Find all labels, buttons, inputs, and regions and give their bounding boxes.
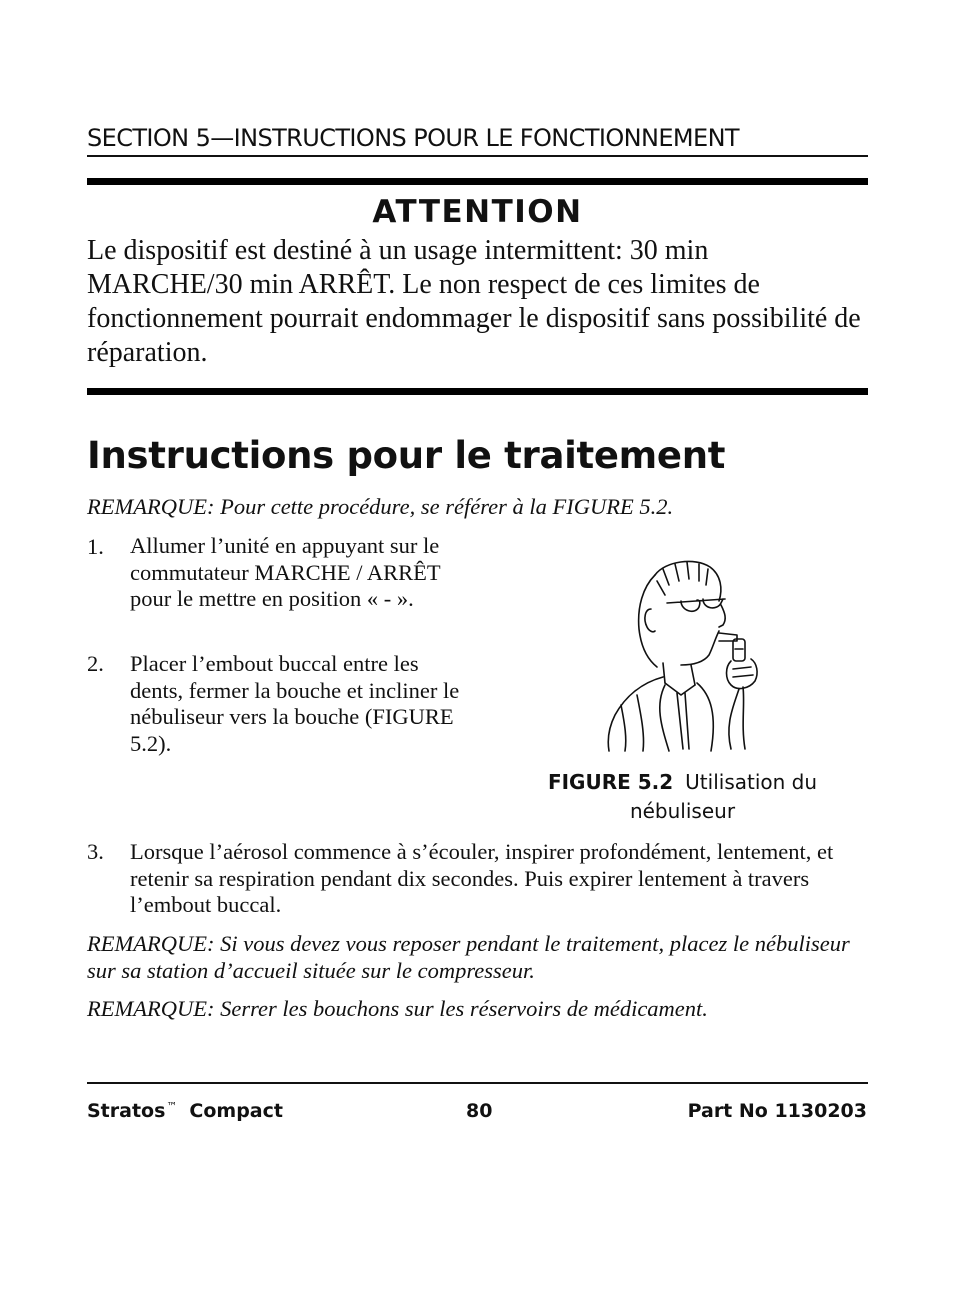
step-number: 3. [87, 839, 104, 864]
product-name: Stratos [87, 1100, 166, 1122]
page-title: Instructions pour le traitement [87, 434, 726, 477]
warning-text: Le dispositif est destiné à un usage intermittent: 30 min MARCHE/30 min ARRÊT. Le non respect de ces limites de fonctionnement pourrait endommager le dispositif sans possibilité de réparation. [87, 235, 861, 368]
note-rest: REMARQUE: Si vous devez vous reposer pendant le traitement, placez le nébuliseur sur sa station d’accueil située sur le compresseur. [87, 931, 850, 983]
warning-top-bar [87, 178, 868, 185]
step-text: Lorsque l’aérosol commence à s’écouler, inspirer profondément, lentement, et retenir sa respiration pendant dix secondes. Puis expirer lentement à travers l’embout buccal. [130, 839, 834, 917]
section-header: SECTION 5—INSTRUCTIONS POUR LE FONCTIONNEMENT [87, 124, 739, 152]
figure-caption [530, 768, 835, 826]
footer-divider [87, 1082, 868, 1084]
footer-product [87, 1100, 283, 1122]
part-number: Part No 1130203 [687, 1100, 867, 1122]
trademark-symbol: ™ [166, 1100, 178, 1113]
step-text: Allumer l’unité en appuyant sur le commutateur MARCHE / ARRÊT pour le mettre en position « - ». [130, 533, 441, 611]
page-number: 80 [466, 1100, 493, 1122]
nebulizer-user-illustration [585, 555, 775, 753]
figure-caption-line-1: Utilisation du [685, 770, 818, 794]
step-text: Placer l’embout buccal entre les dents, fermer la bouche et incliner le nébuliseur vers la bouche (FIGURE 5.2). [130, 651, 460, 756]
section-divider [87, 155, 868, 157]
figure-label: FIGURE 5.2 [547, 770, 674, 794]
step-number: 2. [87, 651, 104, 676]
note-procedure: REMARQUE: Pour cette procédure, se référer à la FIGURE 5.2. [87, 494, 674, 519]
warning-bottom-bar [87, 388, 868, 395]
step-number: 1. [87, 534, 104, 559]
warning-heading: ATTENTION [372, 194, 583, 230]
product-suffix: Compact [189, 1100, 283, 1122]
note-caps: REMARQUE: Serrer les bouchons sur les réservoirs de médicament. [87, 996, 708, 1021]
figure-caption-line-2: nébuliseur [629, 799, 736, 823]
